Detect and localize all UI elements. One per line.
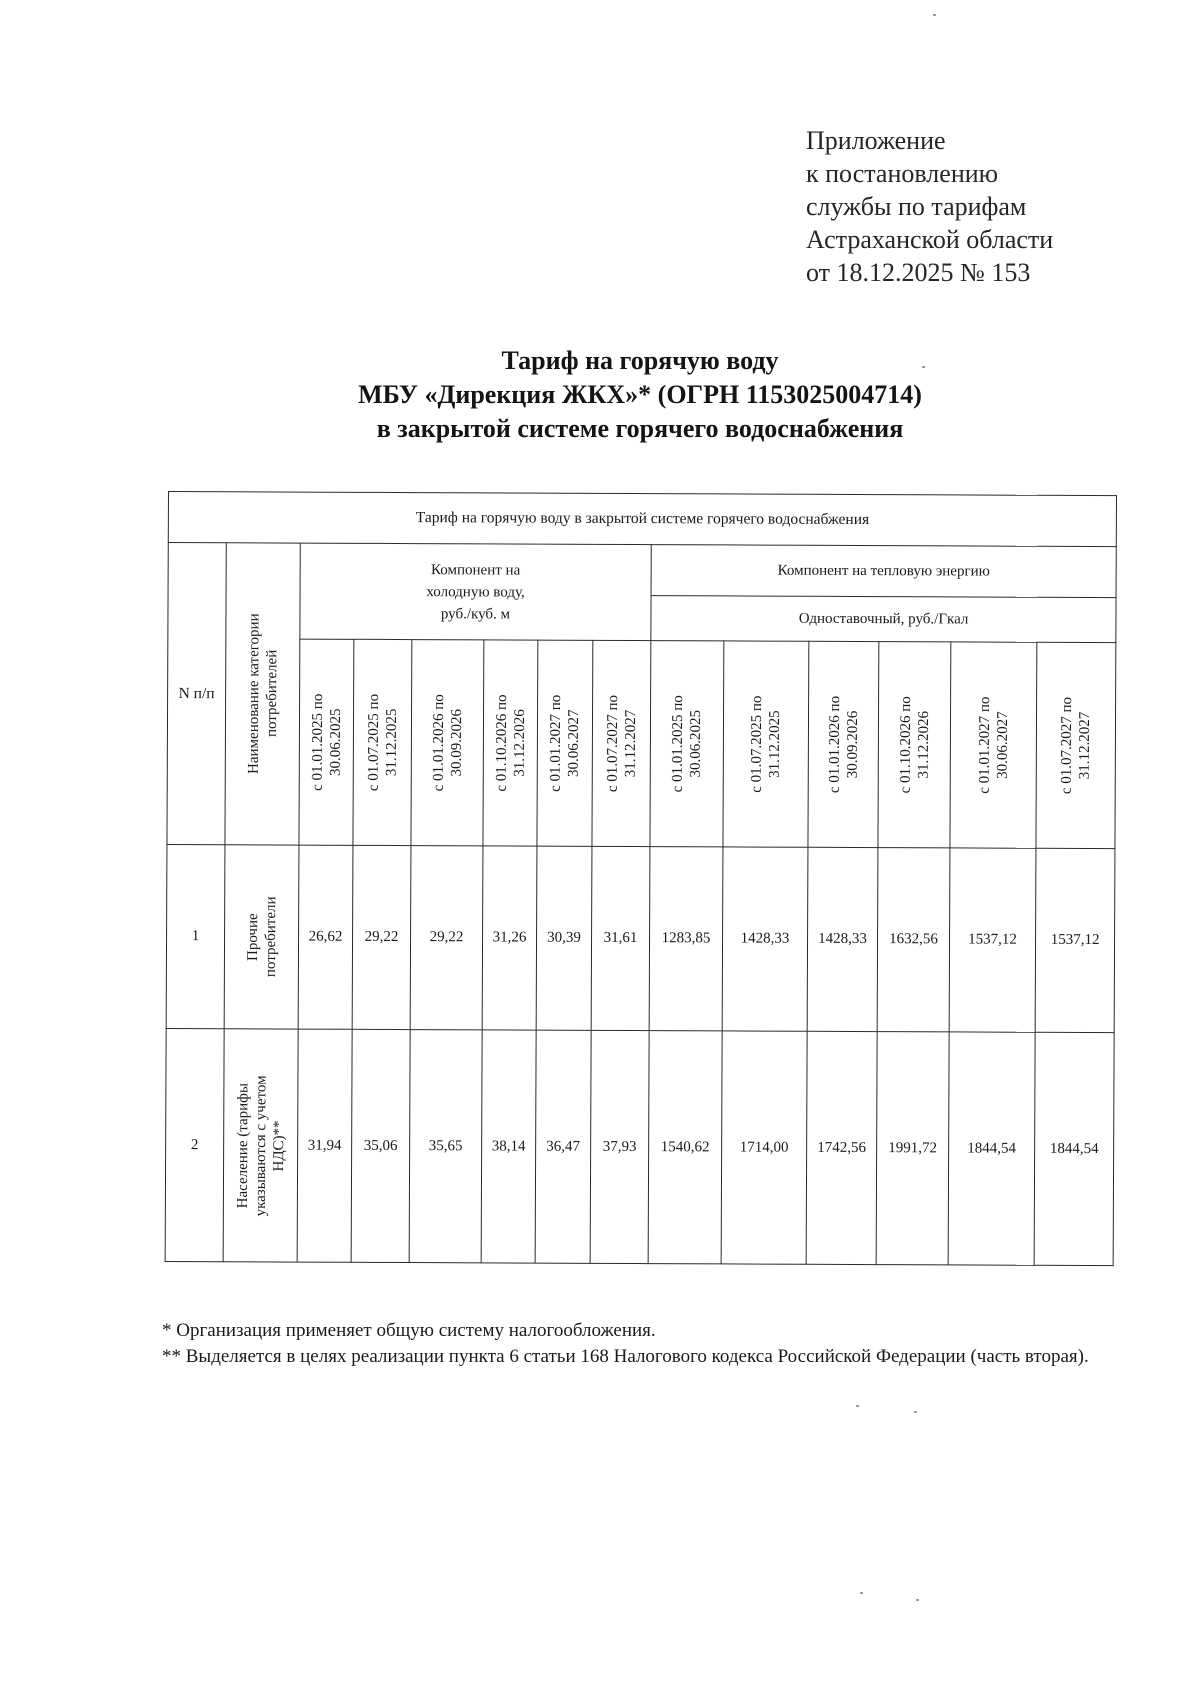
period-start: с 01.10.2026 по [493, 694, 510, 792]
title-line: в закрытой системе горячего водоснабжения [376, 414, 904, 443]
period-end: 30.06.2025 [327, 708, 344, 777]
table-row [165, 1028, 1114, 1265]
cold-tariff-cell: 36,47 [535, 1030, 591, 1263]
row-number: 1 [166, 844, 225, 1028]
scan-speck [914, 1411, 917, 1413]
footnote-tax-system: * Организация применяет общую систему налогообложения. [162, 1320, 656, 1341]
cold-tariff-cell: 26,62 [298, 845, 353, 1029]
period-end: 30.06.2027 [565, 709, 583, 778]
period-header [878, 642, 951, 848]
period-start: с 01.01.2026 по [826, 695, 843, 794]
heat-tariff-cell: 1537,12 [949, 848, 1036, 1032]
period-end: 31.12.2026 [915, 711, 932, 779]
heat-tariff-cell: 1714,00 [721, 1031, 807, 1264]
footnotes [126, 1318, 1116, 1370]
period-start: с 01.01.2027 по [547, 694, 565, 792]
period-end: 31.12.2027 [622, 709, 639, 778]
appendix-block [806, 124, 1053, 289]
row-number: 2 [165, 1028, 224, 1261]
period-header [353, 639, 412, 845]
period-end: 30.09.2026 [844, 710, 861, 779]
period-start: с 01.07.2027 по [604, 694, 621, 793]
subheader-single-rate: Одноставочный, руб./Гкал [651, 596, 1116, 643]
period-end: 31.12.2025 [766, 710, 784, 778]
appendix-line: Приложение [806, 126, 946, 155]
document-title [300, 344, 980, 446]
scan-speck [856, 1405, 859, 1407]
header-line: руб./куб. м [440, 605, 511, 622]
row-category [224, 845, 299, 1029]
period-end: 31.12.2026 [511, 709, 528, 777]
heat-tariff-cell: 1742,56 [806, 1031, 877, 1264]
category-line: указываются с учетом [252, 1074, 269, 1216]
cold-tariff-cell: 35,06 [351, 1029, 410, 1262]
table-row [166, 844, 1115, 1032]
scan-speck [916, 1599, 919, 1601]
period-start: с 01.10.2026 по [897, 696, 914, 794]
appendix-line: к постановлению [806, 159, 999, 188]
cold-tariff-cell: 38,14 [481, 1030, 536, 1263]
period-header [1036, 642, 1116, 848]
period-header [537, 640, 593, 846]
period-header [950, 642, 1037, 848]
category-line: Население (тарифы [234, 1082, 251, 1209]
period-header [411, 640, 484, 846]
column-header-number: N п/п [167, 543, 226, 845]
period-start: с 01.07.2025 по [365, 693, 382, 792]
period-start: с 01.01.2027 по [976, 696, 993, 794]
header-line: Компонент на [431, 561, 521, 579]
heat-tariff-cell: 1632,56 [877, 848, 950, 1032]
scan-speck [933, 14, 936, 16]
category-line: НДС)** [270, 1119, 287, 1172]
heat-tariff-cell: 1537,12 [1035, 848, 1115, 1032]
period-end: 30.06.2027 [994, 711, 1011, 779]
heat-tariff-cell: 1283,85 [649, 847, 723, 1031]
scan-speck [922, 366, 925, 368]
period-start: с 01.01.2025 по [669, 695, 687, 793]
cold-tariff-cell: 31,94 [297, 1029, 352, 1262]
period-header [299, 639, 354, 845]
column-header-category [225, 543, 300, 845]
group-header-cold-water [300, 543, 651, 641]
header-line: Наименование категории [245, 613, 262, 775]
category-line: Прочие [244, 912, 261, 961]
period-header [592, 640, 651, 846]
cold-tariff-cell: 37,93 [590, 1030, 649, 1263]
category-line: потребители [262, 896, 279, 978]
scan-speck [860, 1592, 863, 1594]
appendix-line: Астраханской области [806, 225, 1054, 254]
period-start: с 01.07.2025 по [748, 695, 766, 793]
period-header [723, 641, 809, 847]
group-header-heat-energy: Компонент на тепловую энергию [651, 545, 1116, 598]
title-line: МБУ «Дирекция ЖКХ»* (ОГРН 1153025004714) [358, 380, 922, 409]
cold-tariff-cell: 29,22 [352, 845, 411, 1029]
header-line: потребителей [263, 650, 280, 738]
cold-tariff-cell: 30,39 [536, 846, 592, 1030]
cold-tariff-cell: 31,61 [591, 846, 650, 1030]
tariff-table [165, 491, 1118, 1266]
appendix-line: службы по тарифам [806, 192, 1027, 221]
heat-tariff-cell: 1540,62 [648, 1031, 722, 1264]
title-line: Тариф на горячую воду [501, 346, 779, 375]
footnote-vat: ** Выделяется в целях реализации пункта 6 статьи 168 Налогового кодекса Российской Федерации (часть вторая). [162, 1346, 1089, 1367]
appendix-date-line: от 18.12.2025 № 153 [806, 258, 1031, 287]
heat-tariff-cell: 1844,54 [948, 1032, 1035, 1265]
period-header [808, 641, 879, 847]
period-end: 30.09.2026 [448, 708, 465, 777]
period-end: 31.12.2027 [1076, 711, 1094, 780]
cold-tariff-cell: 31,26 [482, 846, 537, 1030]
heat-tariff-cell: 1428,33 [807, 847, 878, 1031]
period-header [483, 640, 538, 846]
period-start: с 01.07.2027 по [1058, 696, 1076, 795]
row-category [223, 1029, 298, 1262]
cold-tariff-cell: 35,65 [409, 1030, 482, 1263]
period-end: 30.06.2025 [687, 710, 705, 778]
heat-tariff-cell: 1844,54 [1034, 1032, 1114, 1265]
period-start: с 01.01.2026 по [430, 694, 447, 792]
period-header [650, 641, 724, 847]
heat-tariff-cell: 1428,33 [722, 847, 808, 1031]
period-start: с 01.01.2025 по [309, 693, 326, 791]
table-caption: Тариф на горячую воду в закрытой системе горячего водоснабжения [168, 492, 1116, 547]
heat-tariff-cell: 1991,72 [876, 1032, 949, 1265]
header-line: холодную воду, [426, 583, 525, 601]
cold-tariff-cell: 29,22 [410, 846, 483, 1030]
period-end: 31.12.2025 [383, 708, 400, 777]
